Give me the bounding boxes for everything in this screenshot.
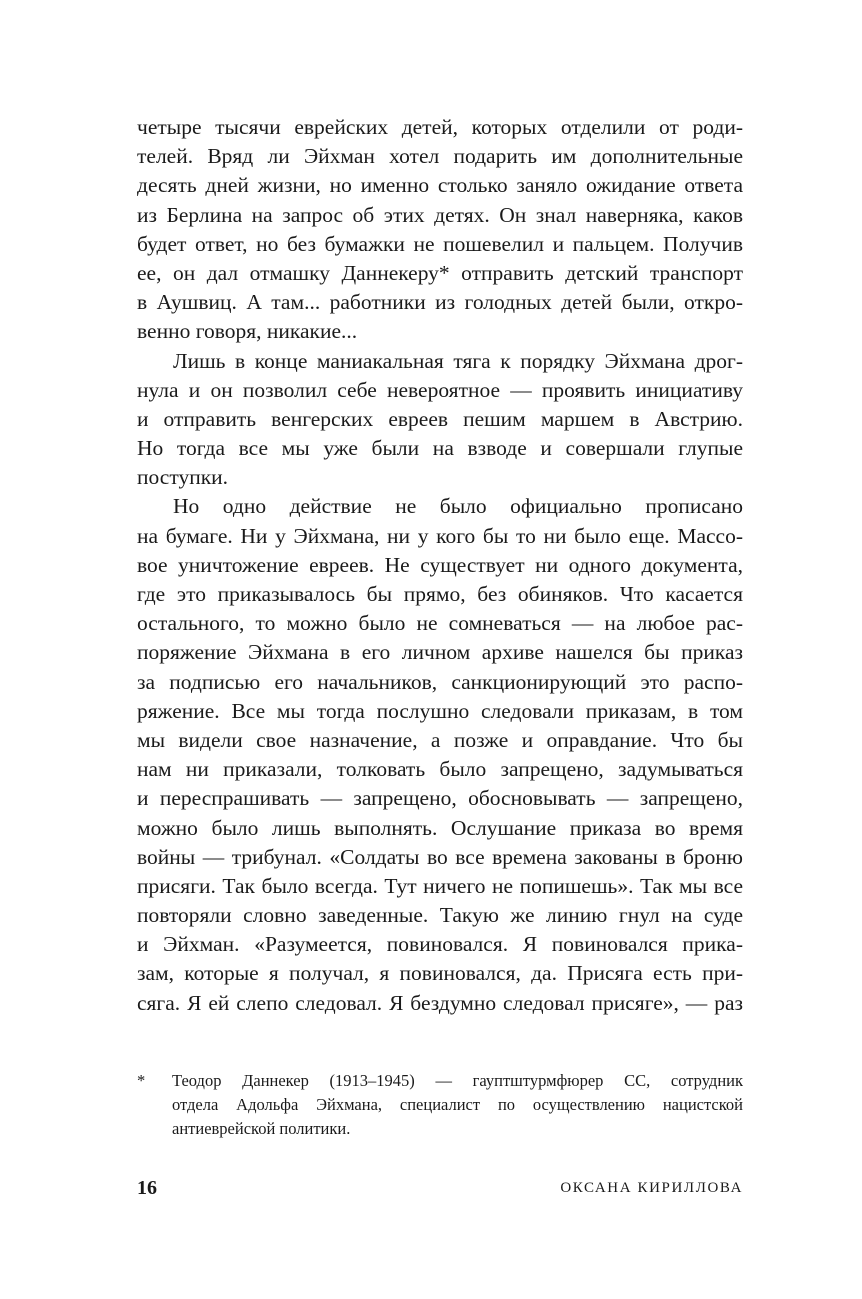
text-line: венно говоря, никакие... [137,319,358,344]
text-line: телей. Вряд ли Эйхман хотел подарить им дополнительные [137,144,743,169]
footnote-line: отдела Адольфа Эйхмана, специалист по осуществлению нацистской [172,1095,743,1114]
text-line: нам ни приказали, толковать было запрещено, задумываться [137,757,743,782]
text-line: поряжение Эйхмана в его личном архиве нашелся бы приказ [137,640,743,665]
text-line: поступки. [137,465,229,490]
text-line: мы видели свое назначение, а позже и оправдание. Что бы [137,727,743,752]
text-line: десять дней жизни, но именно столько заняло ожидание ответа [137,173,743,198]
text-line: четыре тысячи еврейских детей, которых отделили от роди- [137,115,743,139]
text-line: повторяли словно заведенные. Такую же линию гнул на суде [137,903,743,928]
main-text [137,113,743,1018]
footnote-line: антиеврейской политики. [172,1119,351,1138]
text-line: Лишь в конце маниакальная тяга к порядку Эйхмана дрог- [173,348,743,373]
text-line: зам, которые я получал, я повиновался, да. Присяга есть при- [137,961,743,986]
text-line: нула и он позволил себе невероятное — проявить инициативу [137,377,743,402]
footnote [137,1069,743,1141]
text-line: Но одно действие не было официально прописано [173,494,743,519]
footnote-marker: * [137,1071,146,1090]
text-line: и Эйхман. «Разумеется, повиновался. Я повиновался прика- [137,932,743,957]
text-line: за подписью его начальников, санкционирующий это распо- [137,669,743,694]
page-number: 16 [137,1177,157,1199]
running-head-author: ОКСАНА КИРИЛЛОВА [560,1180,743,1196]
text-line: вое уничтожение евреев. Не существует ни одного документа, [137,552,743,577]
text-line: где это приказывалось бы прямо, без обиняков. Что касается [137,582,743,606]
text-line: из Берлина на запрос об этих детях. Он знал наверняка, каков [137,202,743,227]
text-line: будет ответ, но без бумажки не пошевелил и пальцем. Получив [137,231,743,256]
text-line: и переспрашивать — запрещено, обосновывать — запрещено, [137,786,743,811]
text-line: присяги. Так было всегда. Тут ничего не попишешь». Так мы все [137,873,743,898]
text-line: на бумаге. Ни у Эйхмана, ни у кого бы то ни было еще. Массо- [137,523,743,548]
text-line: сяга. Я ей слепо следовал. Я бездумно следовал присяге», — раз [137,990,743,1015]
text-line: остального, то можно было не сомневаться — на любое рас- [137,611,743,636]
text-line: и отправить венгерских евреев пешим маршем в Австрию. [137,406,743,431]
text-line: войны — трибунал. «Солдаты во все времена закованы в броню [137,844,743,869]
text-line: ряжение. Все мы тогда послушно следовали приказам, в том [137,698,743,723]
footnote-line: Теодор Даннекер (1913–1945) — гауптштурмфюрер СС, сотрудник [172,1071,743,1090]
text-line: можно было лишь выполнять. Ослушание приказа во время [137,815,743,840]
text-line: Но тогда все мы уже были на взводе и совершали глупые [137,436,743,461]
text-line: ее, он дал отмашку Даннекеру* отправить детский транспорт [137,260,743,285]
text-line: в Аушвиц. А там... работники из голодных детей были, откро- [137,290,743,315]
